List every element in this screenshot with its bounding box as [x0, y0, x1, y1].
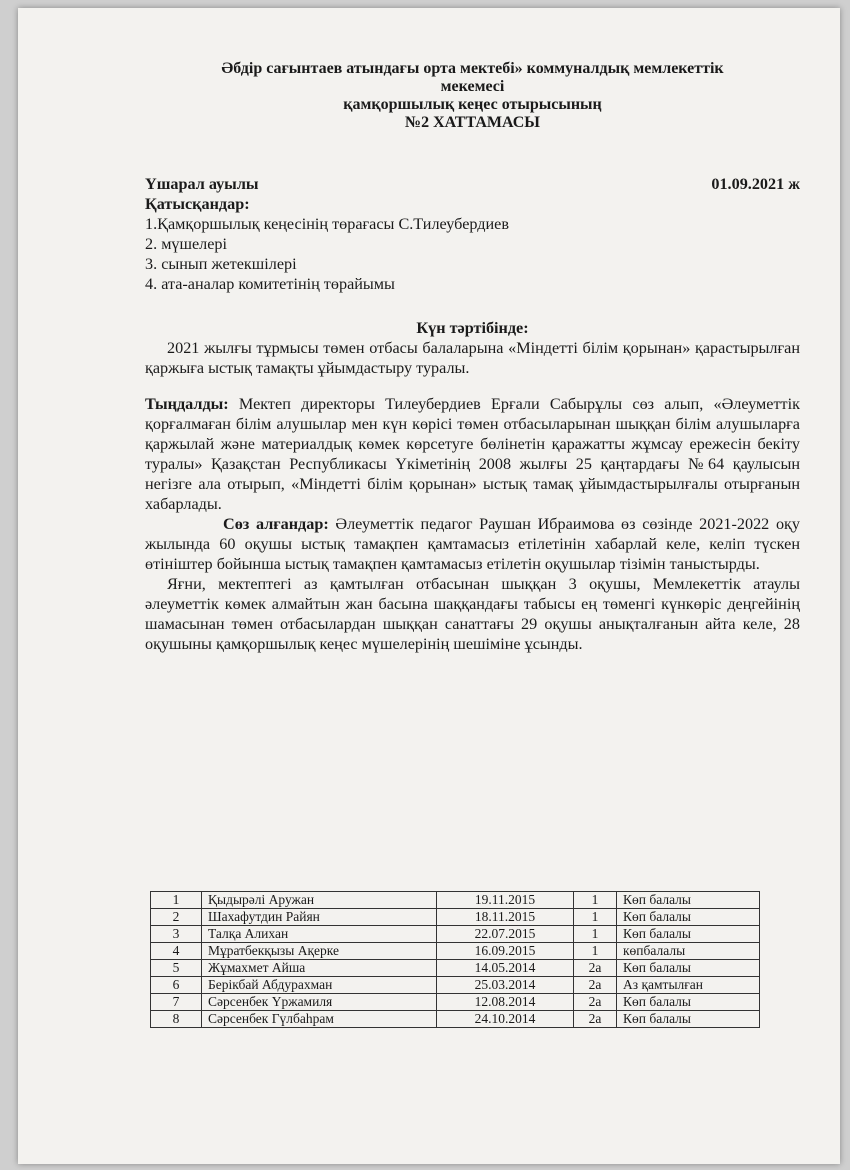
grade: 1: [574, 926, 617, 943]
place-date-row: [145, 174, 800, 194]
participant-item: 2. мүшелері: [145, 235, 228, 253]
agenda-title: Күн тәртібінде:: [416, 319, 529, 337]
row-number: 6: [151, 977, 202, 994]
heard-paragraph: [145, 394, 800, 514]
row-number: 7: [151, 994, 202, 1011]
header-line-3: қамқоршылық кеңес отырысының: [343, 96, 602, 113]
grade: 2а: [574, 1011, 617, 1028]
birth-date: 14.05.2014: [437, 960, 574, 977]
grade: 2а: [574, 977, 617, 994]
grade: 2а: [574, 994, 617, 1011]
birth-date: 16.09.2015: [437, 943, 574, 960]
category: Аз қамтылған: [617, 977, 760, 994]
table-row: [151, 960, 760, 977]
participants-list: [145, 214, 800, 294]
birth-date: 24.10.2014: [437, 1011, 574, 1028]
table-row: [151, 994, 760, 1011]
table-row: [151, 909, 760, 926]
category: Көп балалы: [617, 892, 760, 909]
category: Көп балалы: [617, 960, 760, 977]
category: Көп балалы: [617, 1011, 760, 1028]
grade: 1: [574, 892, 617, 909]
student-name: Мұратбекқызы Ақерке: [202, 943, 437, 960]
birth-date: 25.03.2014: [437, 977, 574, 994]
conclusion-paragraph: Яғни, мектептегі аз қамтылған отбасынан шыққан 3 оқушы, Мемлекеттік атаулы әлеуметтік көмек алмайтын жан басына шаққандағы табысы ең төменгі күнкөріс деңгейінің шамасынан төмен отбасылардан шыққан санаттағы 29 оқушы анықталғанын айта келе, 28 оқушыны қамқоршылық кеңес мүшелерінің шешіміне ұсынды.: [145, 575, 800, 653]
header-line-2: мекемесі: [440, 78, 505, 95]
row-number: 2: [151, 909, 202, 926]
students-table-body: [151, 892, 760, 1028]
document-header: [145, 60, 800, 132]
category: Көп балалы: [617, 994, 760, 1011]
row-number: 5: [151, 960, 202, 977]
birth-date: 22.07.2015: [437, 926, 574, 943]
agenda-text: 2021 жылғы тұрмысы төмен отбасы балаларына «Міндетті білім қорынан» қарастырылған қаржыға ыстық тамақты ұйымдастыру туралы.: [145, 339, 800, 377]
table-row: [151, 943, 760, 960]
protocol-body: [145, 60, 800, 654]
spoke-text: Әлеуметтік педагог Раушан Ибраимова өз сөзінде 2021-2022 оқу жылында 60 оқушы ыстық тамақпен қамтамасыз етілетінін хабарлай келе, келіп түскен өтініштер бойынша ыстық тамақпен қамтамасыз етілетін оқушылар тізімін таныстырды.: [145, 515, 800, 573]
date: 01.09.2021 ж: [711, 175, 800, 193]
grade: 1: [574, 909, 617, 926]
row-number: 8: [151, 1011, 202, 1028]
grade: 1: [574, 943, 617, 960]
category: Көп балалы: [617, 926, 760, 943]
spoke-label: Сөз алғандар:: [223, 515, 329, 533]
place: Үшарал ауылы: [145, 175, 259, 193]
birth-date: 19.11.2015: [437, 892, 574, 909]
row-number: 4: [151, 943, 202, 960]
grade: 2а: [574, 960, 617, 977]
table-row: [151, 1011, 760, 1028]
student-name: Сәрсенбек Үржамиля: [202, 994, 437, 1011]
participant-item: 1.Қамқоршылық кеңесінің төрағасы С.Тилеубердиев: [145, 215, 509, 233]
student-name: Талқа Алихан: [202, 926, 437, 943]
row-number: 1: [151, 892, 202, 909]
student-name: Жұмахмет Айша: [202, 960, 437, 977]
student-name: Шахафутдин Райян: [202, 909, 437, 926]
table-row: [151, 926, 760, 943]
heard-text: Мектеп директоры Тилеубердиев Ерғали Сабырұлы сөз алып, «Әлеуметтік қорғалмаған білім алушылар мен күн көрісі төмен отбасыларынан шыққан білім алушыларға қаржылай және материалдық көмек көрсетуге бөлінетін қаражатты жұмсау ережесін бекіту туралы» Қазақстан Республикасы Үкіметінің 2008 жылғы 25 қаңтардағы №64 қаулысын негізге ала отырып, «Міндетті білім қорынан» ыстық тамақ ұйымдастырылғалы отырғанын хабарлады.: [145, 395, 800, 513]
student-name: Берікбай Абдурахман: [202, 977, 437, 994]
row-number: 3: [151, 926, 202, 943]
students-table: [150, 891, 760, 1028]
participant-item: 3. сынып жетекшілері: [145, 255, 297, 273]
spoke-paragraph: [145, 514, 800, 574]
table-row: [151, 892, 760, 909]
participants-label: Қатысқандар:: [145, 195, 250, 213]
header-line-1: Әбдір сағынтаев атындағы орта мектебі» коммуналдық мемлекеттік: [221, 60, 724, 77]
heard-label: Тыңдалды:: [145, 395, 229, 413]
table-row: [151, 977, 760, 994]
category: көпбалалы: [617, 943, 760, 960]
birth-date: 12.08.2014: [437, 994, 574, 1011]
header-line-4: №2 ХАТТАМАСЫ: [404, 114, 540, 131]
birth-date: 18.11.2015: [437, 909, 574, 926]
student-name: Қыдырәлі Аружан: [202, 892, 437, 909]
student-name: Сәрсенбек Гүлбаһрам: [202, 1011, 437, 1028]
category: Көп балалы: [617, 909, 760, 926]
participant-item: 4. ата-аналар комитетінің төрайымы: [145, 275, 395, 293]
